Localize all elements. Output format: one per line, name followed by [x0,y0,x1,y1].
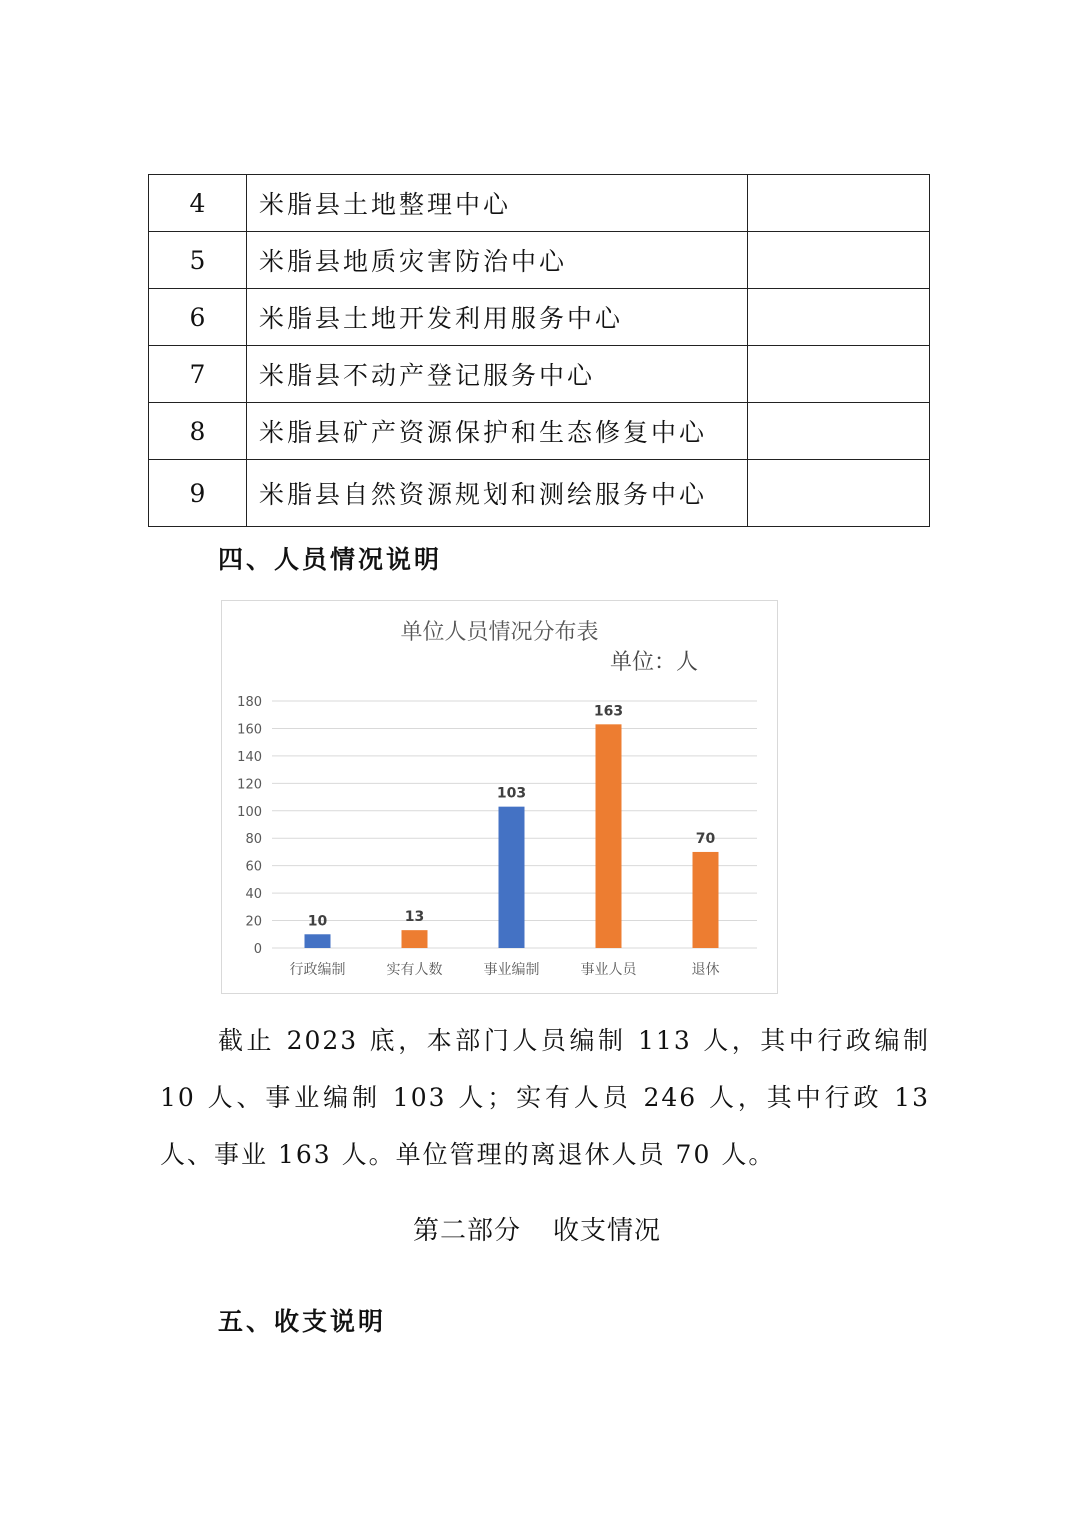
bar-value-label: 163 [593,703,624,720]
staff-paragraph: 截止 2023 底，本部门人员编制 113 人，其中行政编制 10 人、事业编制 103 人；实有人员 246 人，其中行政 13 人、事业 163 人。单位管理的离退休人员 70 人。 [160,1026,930,1169]
y-tick-label: 100 [237,804,262,820]
unit-name: 米脂县地质灾害防治中心 [247,232,748,289]
y-tick-label: 160 [237,722,262,738]
empty-cell [748,175,930,232]
chart-plot [222,601,777,993]
unit-name: 米脂县土地整理中心 [247,175,748,232]
empty-cell [748,403,930,460]
bar [499,807,525,948]
unit-name: 米脂县不动产登记服务中心 [247,346,748,403]
staff-chart [221,600,778,994]
bar [693,852,719,948]
part2-label: 第二部分 [412,1216,521,1246]
y-tick-label: 80 [245,832,262,848]
table-row [149,403,930,460]
table-row [149,460,930,527]
table-row [149,346,930,403]
row-number: 8 [149,403,247,460]
section4-heading: 四、人员情况说明 [218,545,443,574]
row-number: 7 [149,346,247,403]
x-category-label: 实有人数 [386,962,443,978]
x-category-label: 事业编制 [483,962,540,978]
y-tick-label: 140 [237,749,262,765]
empty-cell [748,289,930,346]
bar-value-label: 103 [496,785,527,802]
table-row [149,289,930,346]
bar-value-label: 10 [307,913,328,930]
empty-cell [748,232,930,289]
units-table [148,174,930,527]
empty-cell [748,460,930,527]
unit-name: 米脂县土地开发利用服务中心 [247,289,748,346]
bar-value-label: 70 [695,830,716,847]
bar [596,724,622,948]
row-number: 4 [149,175,247,232]
part2-title [0,1210,1074,1247]
table-row [149,175,930,232]
row-number: 9 [149,460,247,527]
part2-heading: 收支情况 [553,1216,662,1246]
y-tick-label: 180 [237,695,262,710]
bar [305,934,331,948]
y-tick-label: 40 [245,887,262,903]
bar-value-label: 13 [404,909,425,926]
section5-heading: 五、收支说明 [218,1307,387,1336]
table-row [149,232,930,289]
y-tick-label: 0 [253,942,262,957]
chart-unit-label: 单位：人 [610,650,699,675]
unit-name: 米脂县自然资源规划和测绘服务中心 [247,460,748,527]
unit-name: 米脂县矿产资源保护和生态修复中心 [247,403,748,460]
x-category-label: 行政编制 [289,962,346,978]
chart-title: 单位人员情况分布表 [400,620,599,645]
y-tick-label: 60 [245,859,262,875]
row-number: 5 [149,232,247,289]
x-category-label: 退休 [691,962,720,978]
x-category-label: 事业人员 [580,962,637,978]
bar [402,930,428,948]
y-tick-label: 120 [237,777,262,793]
row-number: 6 [149,289,247,346]
y-tick-label: 20 [245,914,262,930]
empty-cell [748,346,930,403]
